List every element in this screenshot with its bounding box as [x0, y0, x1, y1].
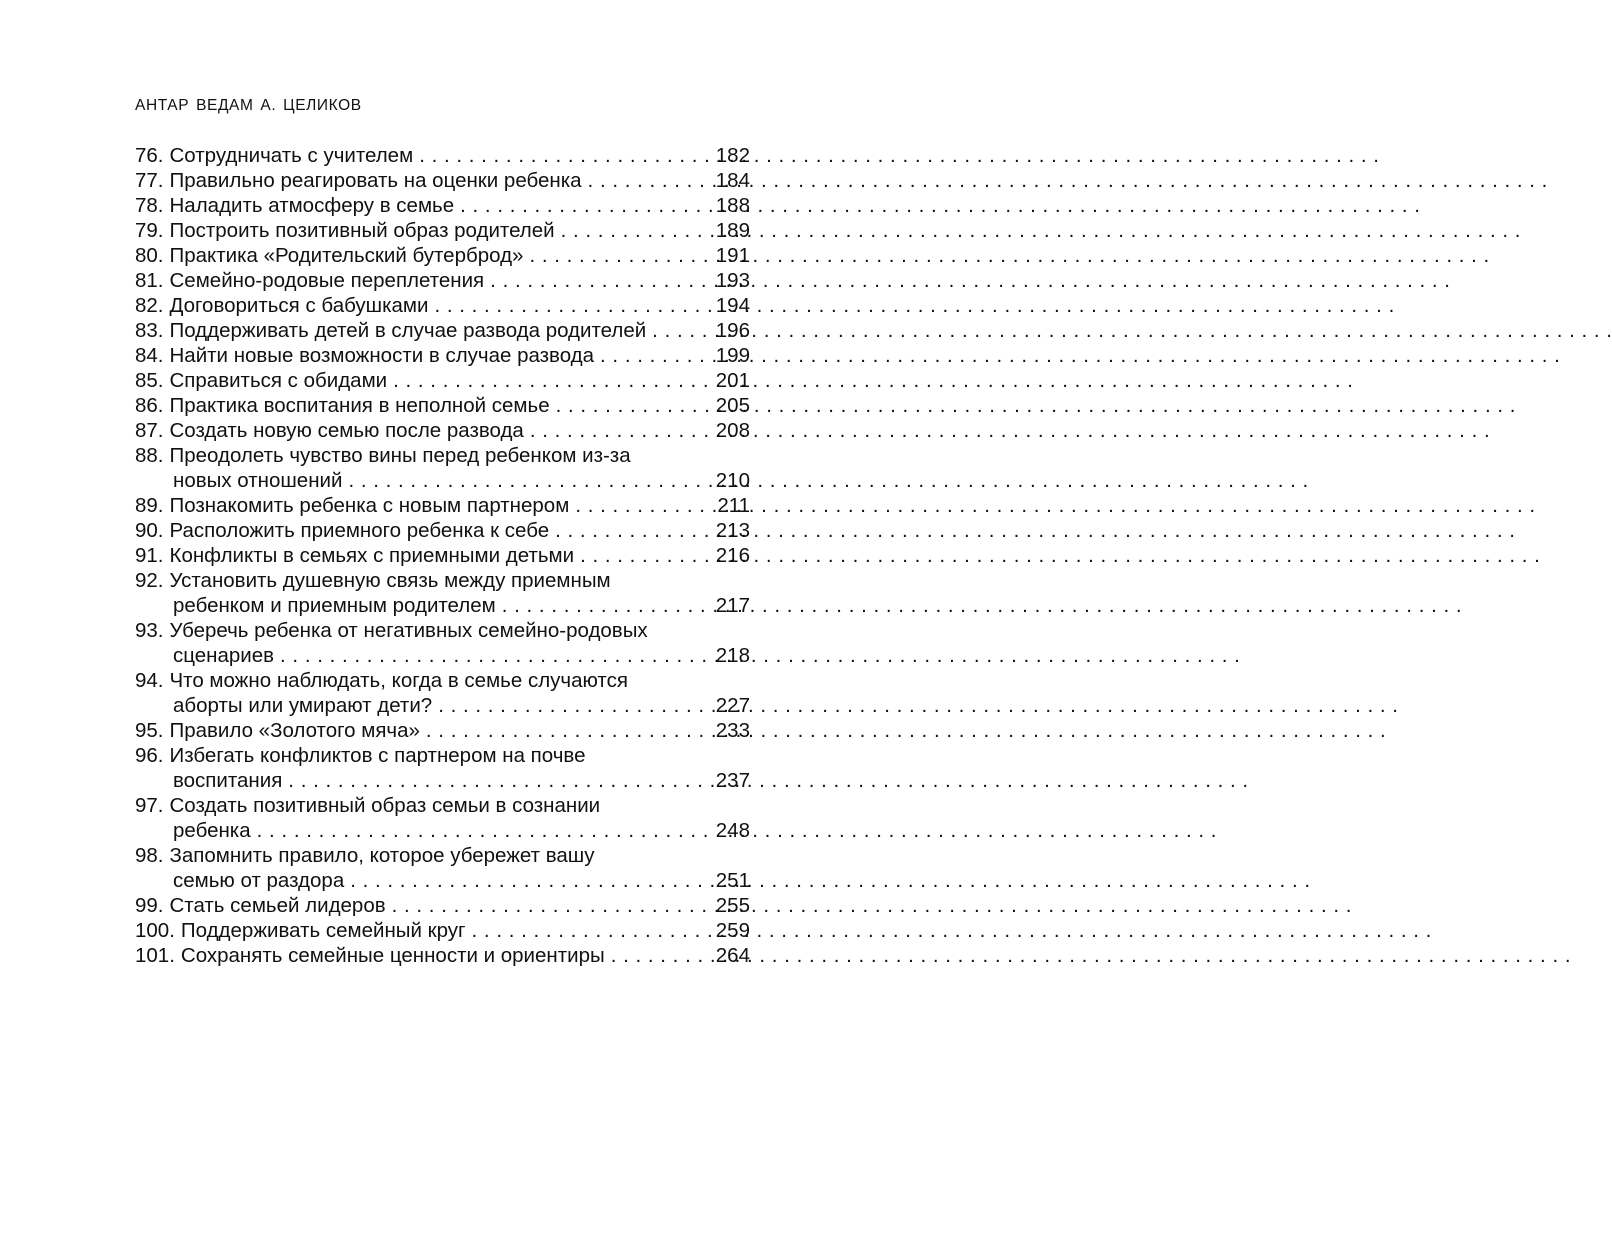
toc-entry — [135, 668, 750, 718]
toc-entry-line — [135, 368, 750, 393]
toc-entry — [135, 193, 750, 218]
toc-entry-title: Избегать конфликтов с партнером на почве — [169, 744, 586, 767]
dot-leader — [428, 293, 711, 318]
toc-entry-title: сценариев — [173, 644, 275, 667]
toc-entry — [135, 943, 750, 968]
toc-entry-number: 99. — [135, 894, 164, 917]
dot-leader — [574, 543, 712, 568]
toc-entry — [135, 443, 750, 493]
dot-leader — [432, 693, 712, 718]
toc-entry-number: 92. — [135, 569, 164, 592]
toc-entry-line — [135, 543, 750, 568]
toc-entry-page-number: 210 — [715, 469, 750, 492]
toc-entry-title: Сохранять семейные ценности и ориентиры — [180, 944, 605, 967]
toc-entry-line — [135, 718, 750, 743]
toc-entry-number: 78. — [135, 194, 164, 217]
dot-leader — [555, 218, 712, 243]
toc-entry-title: Конфликты в семьях с приемными детьми — [169, 544, 575, 567]
toc-entry-number: 97. — [135, 794, 164, 817]
toc-entry-title: Создать позитивный образ семьи в сознании — [169, 794, 601, 817]
dot-leader — [484, 268, 712, 293]
toc-entry-number: 86. — [135, 394, 164, 417]
toc-entry-title: аборты или умирают дети? — [173, 694, 433, 717]
toc-entry-number: 94. — [135, 669, 164, 692]
toc-entry-number: 91. — [135, 544, 164, 567]
toc-entry-title: Правильно реагировать на оценки ребенка — [169, 169, 582, 192]
dot-leader — [274, 643, 712, 668]
toc-entry-line — [135, 443, 750, 468]
toc-entry-number: 82. — [135, 294, 164, 317]
toc-entry-number: 87. — [135, 419, 164, 442]
toc-entry-line — [135, 893, 750, 918]
toc-entry-line — [135, 193, 750, 218]
toc-entry-number: 81. — [135, 269, 164, 292]
toc-entry-number: 83. — [135, 319, 164, 342]
toc-entry-number: 84. — [135, 344, 164, 367]
toc-entry-title: воспитания — [173, 769, 283, 792]
toc-entry-page-number: 184 — [715, 169, 750, 192]
toc-entry-title: Наладить атмосферу в семье — [169, 194, 455, 217]
toc-entry-title: Создать новую семью после развода — [169, 419, 524, 442]
toc-entry-line — [135, 693, 750, 718]
toc-entry-title: Поддерживать детей в случае развода родителей — [169, 319, 647, 342]
toc-entry-title: Практика воспитания в неполной семье — [169, 394, 550, 417]
toc-entry — [135, 318, 750, 343]
toc-entry-page-number: 233 — [715, 719, 750, 742]
toc-entry-page-number: 251 — [715, 869, 750, 892]
toc-entry-number: 98. — [135, 844, 164, 867]
toc-entry-title: ребенка — [173, 819, 251, 842]
toc-entry-page-number: 255 — [715, 894, 750, 917]
toc-entry-title: Найти новые возможности в случае развода — [169, 344, 595, 367]
toc-entry-title: Практика «Родительский бутерброд» — [169, 244, 524, 267]
toc-entry-title: Семейно-родовые переплетения — [169, 269, 485, 292]
toc-entry-title: Справиться с обидами — [169, 369, 388, 392]
toc-entry-page-number: 199 — [715, 344, 750, 367]
toc-entry-page-number: 216 — [715, 544, 750, 567]
toc-entry-title: Стать семьей лидеров — [169, 894, 386, 917]
toc-entry — [135, 393, 750, 418]
toc-entry-number: 77. — [135, 169, 164, 192]
toc-entry — [135, 293, 750, 318]
toc-entry-line — [135, 418, 750, 443]
toc-entry-line — [135, 468, 750, 493]
toc-entry-line — [135, 818, 750, 843]
dot-leader — [413, 143, 712, 168]
toc-entry-number: 76. — [135, 144, 164, 167]
toc-entry-line — [135, 918, 750, 943]
toc-entry-page-number: 211 — [717, 494, 750, 517]
toc-entry-page-number: 217 — [715, 594, 750, 617]
dot-leader — [342, 468, 711, 493]
dot-leader — [646, 318, 712, 343]
toc-entry-line — [135, 668, 750, 693]
dot-leader — [466, 918, 712, 943]
toc-entry — [135, 518, 750, 543]
toc-entry — [135, 793, 750, 843]
toc-entry-title: Расположить приемного ребенка к себе — [169, 519, 550, 542]
toc-entry-page-number: 191 — [715, 244, 750, 267]
toc-entry — [135, 218, 750, 243]
toc-entry — [135, 343, 750, 368]
toc-entry-line — [135, 868, 750, 893]
toc-entry — [135, 918, 750, 943]
dot-leader — [582, 168, 712, 193]
toc-entry-line — [135, 318, 750, 343]
toc-entry — [135, 143, 750, 168]
toc-entry-line — [135, 793, 750, 818]
toc-entry — [135, 618, 750, 668]
toc-entry-page-number: 182 — [715, 144, 750, 167]
toc-entry — [135, 493, 750, 518]
toc-entry — [135, 568, 750, 618]
toc-entry-number: 80. — [135, 244, 164, 267]
toc-entry-line — [135, 618, 750, 643]
toc-entry-title: Поддерживать семейный круг — [180, 919, 466, 942]
toc-entry — [135, 843, 750, 893]
toc-entry — [135, 893, 750, 918]
toc-entry-title: Сотрудничать с учителем — [169, 144, 414, 167]
toc-entry-line — [135, 643, 750, 668]
running-head: АНТАР ВЕДАМ А. ЦЕЛИКОВ — [135, 97, 362, 114]
toc-entry-page-number: 194 — [715, 294, 750, 317]
toc-entry-title: семью от раздора — [173, 869, 345, 892]
dot-leader — [594, 343, 712, 368]
toc-entry — [135, 268, 750, 293]
toc-entry — [135, 718, 750, 743]
dot-leader — [454, 193, 712, 218]
toc-entry-line — [135, 343, 750, 368]
toc-entry-line — [135, 843, 750, 868]
dot-leader — [344, 868, 712, 893]
toc-entry-line — [135, 168, 750, 193]
toc-entry-title: Преодолеть чувство вины перед ребенком из-за — [169, 444, 631, 467]
toc-entry — [135, 168, 750, 193]
toc-entry-page-number: 193 — [715, 269, 750, 292]
toc-entry — [135, 368, 750, 393]
toc-entry-title: Правило «Золотого мяча» — [169, 719, 420, 742]
toc-entry-line — [135, 493, 750, 518]
toc-entry-number: 90. — [135, 519, 164, 542]
toc-entry — [135, 743, 750, 793]
toc-entry-title: новых отношений — [173, 469, 343, 492]
toc-entry-title: ребенком и приемным родителем — [173, 594, 496, 617]
toc-entry-page-number: 196 — [715, 319, 750, 342]
toc-entry-number: 88. — [135, 444, 164, 467]
dot-leader — [569, 493, 713, 518]
toc-entry-number: 93. — [135, 619, 164, 642]
toc-entry-line — [135, 293, 750, 318]
toc-entry-title: Установить душевную связь между приемным — [169, 569, 611, 592]
table-of-contents — [135, 143, 750, 968]
toc-entry-number: 89. — [135, 494, 164, 517]
toc-entry-line — [135, 593, 750, 618]
toc-entry-page-number: 205 — [715, 394, 750, 417]
toc-entry-page-number: 208 — [715, 419, 750, 442]
toc-entry-number: 101. — [135, 944, 175, 967]
dot-leader — [549, 518, 712, 543]
toc-entry-line — [135, 768, 750, 793]
toc-entry-number: 100. — [135, 919, 175, 942]
dot-leader — [524, 418, 712, 443]
toc-entry-line — [135, 218, 750, 243]
toc-entry-page-number: 227 — [715, 694, 750, 717]
toc-entry-title: Что можно наблюдать, когда в семье случаются — [169, 669, 628, 692]
dot-leader — [605, 943, 712, 968]
toc-entry-page-number: 248 — [715, 819, 750, 842]
toc-entry-page-number: 259 — [715, 919, 750, 942]
toc-entry-page-number: 237 — [715, 769, 750, 792]
toc-entry-page-number: 201 — [715, 369, 750, 392]
dot-leader — [387, 368, 712, 393]
toc-entry-line — [135, 393, 750, 418]
dot-leader — [496, 593, 712, 618]
toc-entry — [135, 418, 750, 443]
toc-entry-line — [135, 143, 750, 168]
toc-entry-page-number: 189 — [715, 219, 750, 242]
toc-entry — [135, 243, 750, 268]
toc-entry-number: 85. — [135, 369, 164, 392]
toc-entry-line — [135, 568, 750, 593]
dot-leader — [282, 768, 711, 793]
toc-entry-title: Познакомить ребенка с новым партнером — [169, 494, 570, 517]
toc-entry-line — [135, 518, 750, 543]
toc-entry-line — [135, 243, 750, 268]
dot-leader — [420, 718, 712, 743]
toc-entry-line — [135, 943, 750, 968]
toc-entry-page-number: 188 — [715, 194, 750, 217]
toc-entry-title: Уберечь ребенка от негативных семейно-родовых — [169, 619, 648, 642]
toc-entry-number: 96. — [135, 744, 164, 767]
toc-entry-title: Запомнить правило, которое убережет вашу — [169, 844, 595, 867]
toc-entry-page-number: 218 — [715, 644, 750, 667]
toc-entry-page-number: 264 — [715, 944, 750, 967]
toc-entry-title: Договориться с бабушками — [169, 294, 429, 317]
toc-entry-page-number: 213 — [715, 519, 750, 542]
dot-leader — [251, 818, 712, 843]
toc-entry-line — [135, 268, 750, 293]
dot-leader — [550, 393, 712, 418]
toc-entry-title: Построить позитивный образ родителей — [169, 219, 555, 242]
toc-entry — [135, 543, 750, 568]
toc-entry-line — [135, 743, 750, 768]
dot-leader — [523, 243, 711, 268]
toc-entry-number: 79. — [135, 219, 164, 242]
dot-leader — [386, 893, 712, 918]
toc-entry-number: 95. — [135, 719, 164, 742]
